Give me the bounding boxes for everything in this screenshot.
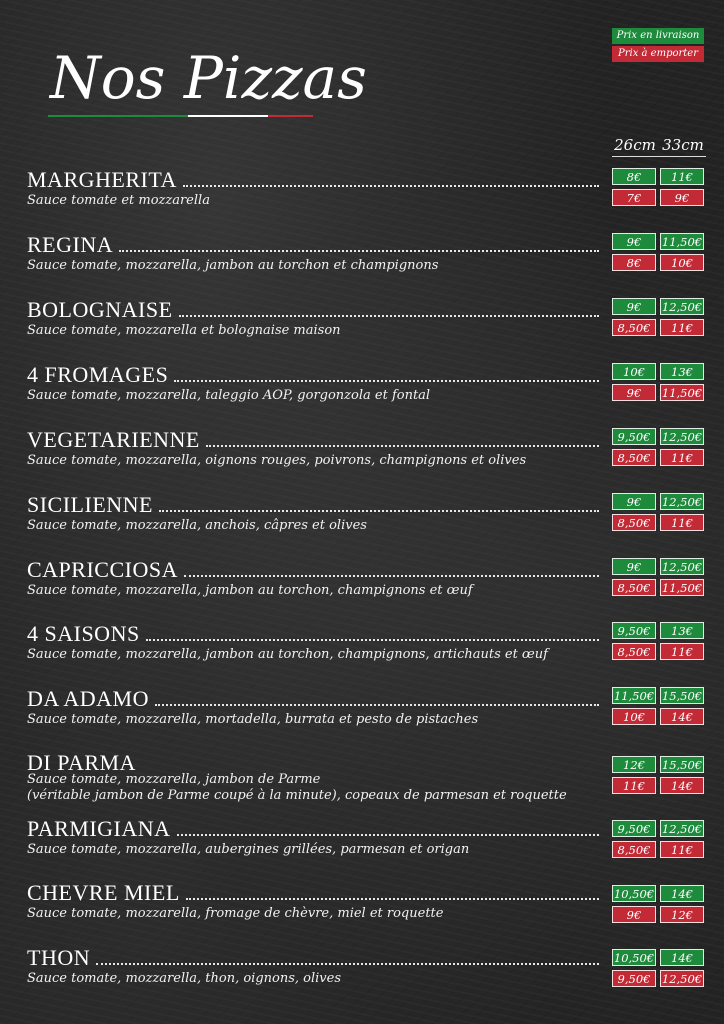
dot-leader — [119, 250, 599, 252]
pizza-item — [27, 749, 717, 809]
price-delivery-26: 10,50€ — [613, 887, 655, 901]
price-delivery-33: 14€ — [660, 885, 704, 902]
pizza-name: SICILIENNE — [27, 492, 153, 517]
price-grid — [612, 949, 706, 991]
pizza-name: DI PARMA — [27, 750, 136, 775]
price-delivery-26: 9,50€ — [612, 428, 656, 445]
pizza-description: Sauce tomate, mozzarella, taleggio AOP, gorgonzola et fontal — [27, 388, 431, 403]
dot-leader — [96, 963, 599, 965]
price-delivery-26: 11,50€ — [613, 689, 655, 703]
pizza-name: CAPRICCIOSA — [27, 557, 178, 582]
dot-leader — [174, 380, 599, 382]
pizza-description: Sauce tomate, mozzarella, anchois, câpres et olives — [27, 518, 367, 533]
price-grid — [612, 622, 706, 664]
price-takeaway-33: 9€ — [660, 189, 704, 206]
price-takeaway-33: 14€ — [660, 708, 704, 725]
pizza-name: BOLOGNAISE — [27, 297, 173, 322]
pizza-description-line2: (véritable jambon de Parme coupé à la minute), copeaux de parmesan et roquette — [27, 788, 567, 803]
price-takeaway-33: 11,50€ — [661, 386, 703, 400]
price-takeaway-26: 11€ — [612, 777, 656, 794]
price-takeaway-33: 11,50€ — [661, 581, 703, 595]
pizza-description: Sauce tomate, mozzarella, jambon au torchon, champignons, artichauts et œuf — [27, 647, 548, 662]
pizza-item — [27, 361, 717, 421]
pizza-name: PARMIGIANA — [27, 816, 171, 841]
price-delivery-33: 13€ — [660, 363, 704, 380]
dot-leader — [177, 834, 599, 836]
price-grid — [612, 756, 706, 798]
price-takeaway-26: 8,50€ — [612, 841, 656, 858]
price-takeaway-26: 9€ — [612, 384, 656, 401]
price-takeaway-26: 8€ — [612, 254, 656, 271]
price-takeaway-33: 11€ — [660, 319, 704, 336]
pizza-item — [27, 944, 717, 1004]
price-grid — [612, 298, 706, 340]
price-delivery-33: 15,50€ — [661, 758, 703, 772]
pizza-name: MARGHERITA — [27, 167, 177, 192]
price-grid — [612, 687, 706, 729]
price-grid — [612, 428, 706, 470]
pizza-name: REGINA — [27, 232, 114, 257]
price-delivery-33: 11,50€ — [661, 235, 703, 249]
price-delivery-26: 9,50€ — [612, 622, 656, 639]
dot-leader — [146, 639, 599, 641]
pizza-item — [27, 166, 717, 226]
pizza-name: VEGETARIENNE — [27, 427, 200, 452]
pizza-description: Sauce tomate, mozzarella, jambon au torchon et champignons — [27, 258, 439, 273]
pizza-item — [27, 815, 717, 875]
price-delivery-26: 9€ — [612, 298, 656, 315]
pizza-description: Sauce tomate, mozzarella, oignons rouges, poivrons, champignons et olives — [27, 453, 527, 468]
price-delivery-33: 12,50€ — [661, 300, 703, 314]
dot-leader — [186, 898, 599, 900]
price-delivery-26: 12€ — [612, 756, 656, 773]
price-takeaway-33: 11€ — [660, 449, 704, 466]
price-takeaway-33: 14€ — [660, 777, 704, 794]
price-takeaway-26: 8,50€ — [612, 643, 656, 660]
pizza-item — [27, 685, 717, 745]
dot-leader — [179, 315, 599, 317]
price-delivery-26: 8€ — [612, 168, 656, 185]
price-takeaway-33: 11€ — [660, 514, 704, 531]
pizza-description: Sauce tomate, mozzarella, aubergines grillées, parmesan et origan — [27, 842, 470, 857]
pizza-name: CHEVRE MIEL — [27, 880, 180, 905]
price-delivery-26: 10,50€ — [613, 951, 655, 965]
pizza-item — [27, 426, 717, 486]
pizza-description: Sauce tomate, mozzarella, jambon au torchon, champignons et œuf — [27, 583, 473, 598]
pizza-description: Sauce tomate et mozzarella — [27, 193, 210, 208]
pizza-description: Sauce tomate, mozzarella, mortadella, burrata et pesto de pistaches — [27, 712, 479, 727]
pizza-name: 4 SAISONS — [27, 621, 140, 646]
price-delivery-26: 9,50€ — [612, 820, 656, 837]
price-takeaway-33: 11€ — [660, 841, 704, 858]
pizza-item — [27, 879, 717, 939]
price-grid — [612, 493, 706, 535]
price-delivery-26: 10€ — [612, 363, 656, 380]
pizza-name: 4 FROMAGES — [27, 362, 169, 387]
price-grid — [612, 558, 706, 600]
price-grid — [612, 363, 706, 405]
pizza-description: Sauce tomate, mozzarella et bolognaise maison — [27, 323, 341, 338]
price-delivery-26: 9€ — [612, 493, 656, 510]
price-grid — [612, 820, 706, 862]
dot-leader — [183, 185, 599, 187]
pizza-item — [27, 296, 717, 356]
price-takeaway-33: 11€ — [660, 643, 704, 660]
dot-leader — [155, 704, 599, 706]
dot-leader — [206, 445, 599, 447]
price-takeaway-33: 10€ — [660, 254, 704, 271]
price-delivery-26: 9€ — [612, 233, 656, 250]
price-takeaway-26: 7€ — [612, 189, 656, 206]
pizza-description: Sauce tomate, mozzarella, fromage de chèvre, miel et roquette — [27, 906, 444, 921]
pizza-item — [27, 491, 717, 551]
price-delivery-26: 9€ — [612, 558, 656, 575]
price-takeaway-26: 8,50€ — [612, 449, 656, 466]
price-delivery-33: 13€ — [660, 622, 704, 639]
price-delivery-33: 12,50€ — [661, 430, 703, 444]
price-takeaway-26: 9€ — [612, 906, 656, 923]
pizza-item — [27, 556, 717, 616]
price-grid — [612, 233, 706, 275]
legend-delivery: Prix en livraison — [612, 28, 704, 44]
price-delivery-33: 12,50€ — [661, 495, 703, 509]
price-takeaway-33: 12,50€ — [661, 972, 703, 986]
pizza-description: Sauce tomate, mozzarella, jambon de Parme — [27, 772, 321, 787]
pizza-description: Sauce tomate, mozzarella, thon, oignons, olives — [27, 971, 342, 986]
pizza-item — [27, 231, 717, 291]
price-takeaway-26: 9,50€ — [612, 970, 656, 987]
price-takeaway-26: 8,50€ — [612, 579, 656, 596]
dot-leader — [159, 510, 599, 512]
price-grid — [612, 885, 706, 927]
pizza-name: THON — [27, 945, 91, 970]
dot-leader — [184, 575, 599, 577]
legend-takeaway: Prix à emporter — [612, 46, 704, 62]
price-takeaway-26: 10€ — [612, 708, 656, 725]
price-takeaway-26: 8,50€ — [612, 514, 656, 531]
price-takeaway-26: 8,50€ — [612, 319, 656, 336]
pizza-item — [27, 620, 717, 680]
title-text: Nos Pizzas — [50, 44, 367, 112]
size-large-label: 33cm — [662, 136, 704, 154]
price-delivery-33: 15,50€ — [661, 689, 703, 703]
price-delivery-33: 12,50€ — [661, 822, 703, 836]
price-delivery-33: 14€ — [660, 949, 704, 966]
price-delivery-33: 11€ — [660, 168, 704, 185]
pizza-name: DA ADAMO — [27, 686, 149, 711]
price-takeaway-33: 12€ — [660, 906, 704, 923]
price-delivery-33: 12,50€ — [661, 560, 703, 574]
price-grid — [612, 168, 706, 210]
size-small-label: 26cm — [614, 136, 656, 154]
